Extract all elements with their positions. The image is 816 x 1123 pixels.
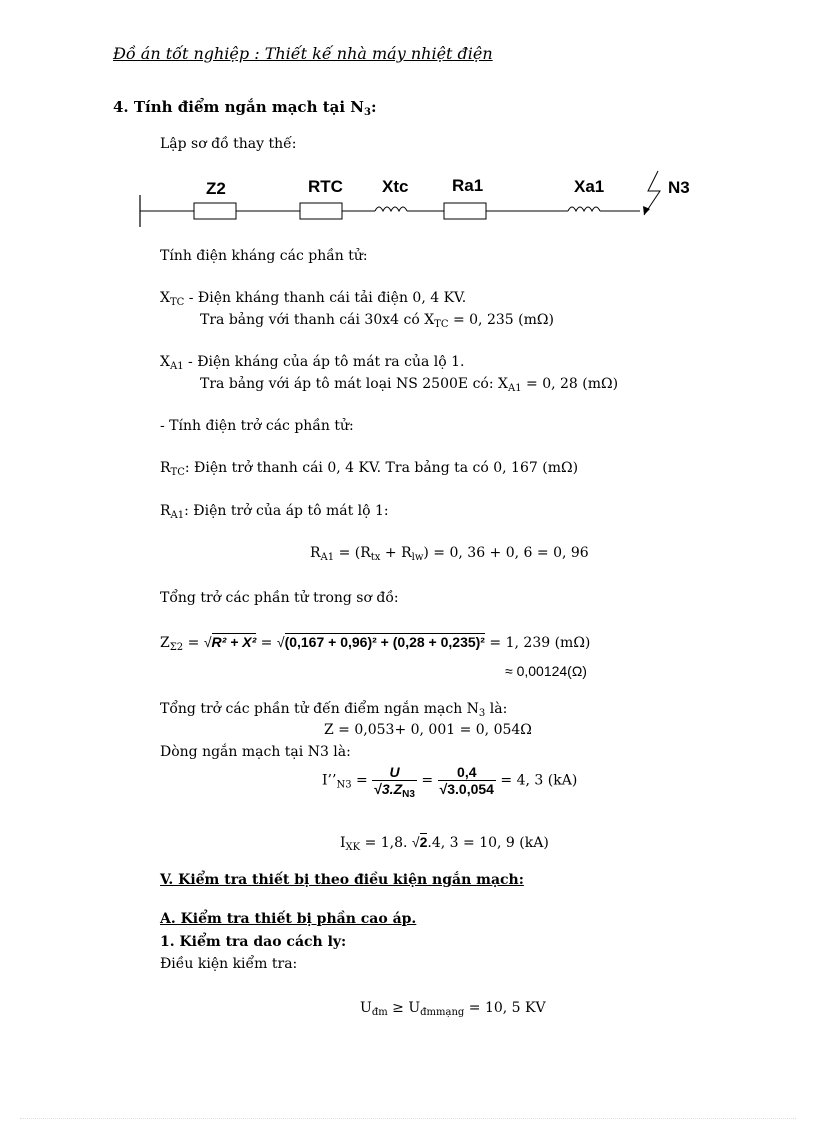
impedance-formula: $Z_{\Sigma 2} = √R^2 + X^2 = √(0,167 + 0,96)^2 + (0,28 + 0,235)^2 = 1$, 239 (mΩ): [160, 634, 591, 653]
total-z: Z = 0,053+ 0, 001 = 0, 054Ω: [324, 722, 532, 738]
label-xa1: Xa1: [574, 177, 605, 196]
resistance-intro: - Tính điện trở các phần tử:: [160, 418, 354, 434]
xa1-line: $X_{A1}$ - Điện kháng của áp tô mát ra của lộ 1.: [160, 354, 465, 372]
ra1-formula: $R_{A1} = (R_{tx} + R_{lw}) = 0$, 36 + 0, 6 = 0, 96: [310, 545, 589, 563]
page-header: Đồ án tốt nghiệp : Thiết kế nhà máy nhiệt điện: [113, 44, 493, 63]
xa1-inductor: [568, 207, 600, 211]
diagram-caption: Lập sơ đồ thay thế:: [160, 136, 297, 152]
xtc-table-line: Tra bảng với thanh cái 30x4 có $X_{TC} = 0$, 235 (mΩ): [200, 312, 554, 330]
label-z2: Z2: [206, 179, 226, 198]
page-bottom-rule: [20, 1118, 796, 1119]
xa1-table-line: Tra bảng với áp tô mát loại NS 2500E có: $X_{A1} = 0$, 28 (mΩ): [200, 376, 619, 394]
xtc-line: $X_{TC}$ - Điện kháng thanh cái tải điện 0, 4 KV.: [160, 290, 467, 308]
label-n3: N3: [668, 178, 690, 197]
total-intro: Tổng trở các phần tử đến điểm ngắn mạch $N_3$ là:: [160, 701, 508, 719]
equivalent-circuit-diagram: [130, 165, 710, 235]
z2-resistor: [194, 203, 236, 219]
xtc-inductor: [375, 207, 407, 211]
section-a-title: A. Kiểm tra thiết bị phần cao áp.: [160, 911, 417, 927]
section-5-title: V. Kiểm tra thiết bị theo điều kiện ngắn mạch:: [160, 872, 524, 888]
section-1-title: 1. Kiểm tra dao cách ly:: [160, 934, 347, 950]
label-xtc: Xtc: [382, 177, 409, 196]
ra1-line: $R_{A1}$: Điện trở của áp tô mát lộ 1:: [160, 503, 389, 521]
ra1-resistor: [444, 203, 486, 219]
label-rtc: RTC: [308, 177, 343, 196]
rtc-line: $R_{TC}$: Điện trở thanh cái 0, 4 KV. Tra bảng ta có 0, 167 (mΩ): [160, 460, 579, 478]
section-4-title: 4. Tính điểm ngắn mạch tại $N_3$:: [113, 98, 377, 118]
impedance-approx: ≈ 0,00124(Ω): [505, 663, 587, 679]
impedance-intro: Tổng trở các phần tử trong sơ đồ:: [160, 590, 399, 606]
ixk-formula: $I_{XK} = 1,8$. √2.4, 3 = 10, 9 (kA): [340, 834, 549, 853]
voltage-condition-formula: $U_{đm} \ge U_{đmmạng} = 10$, 5 KV: [360, 1000, 546, 1018]
condition-label: Điều kiện kiểm tra:: [160, 956, 298, 972]
short-circuit-current-formula: $I’’_{N3}$ = $\frac{U}{√3.Z_{N3}}$ = $\frac{0,4}{√3.0,054}$ = 4, 3 (kA): [322, 764, 578, 800]
current-intro: Dòng ngắn mạch tại N3 là:: [160, 744, 351, 760]
rtc-resistor: [300, 203, 342, 219]
reactance-intro: Tính điện kháng các phần tử:: [160, 248, 368, 264]
label-ra1: Ra1: [452, 176, 484, 195]
